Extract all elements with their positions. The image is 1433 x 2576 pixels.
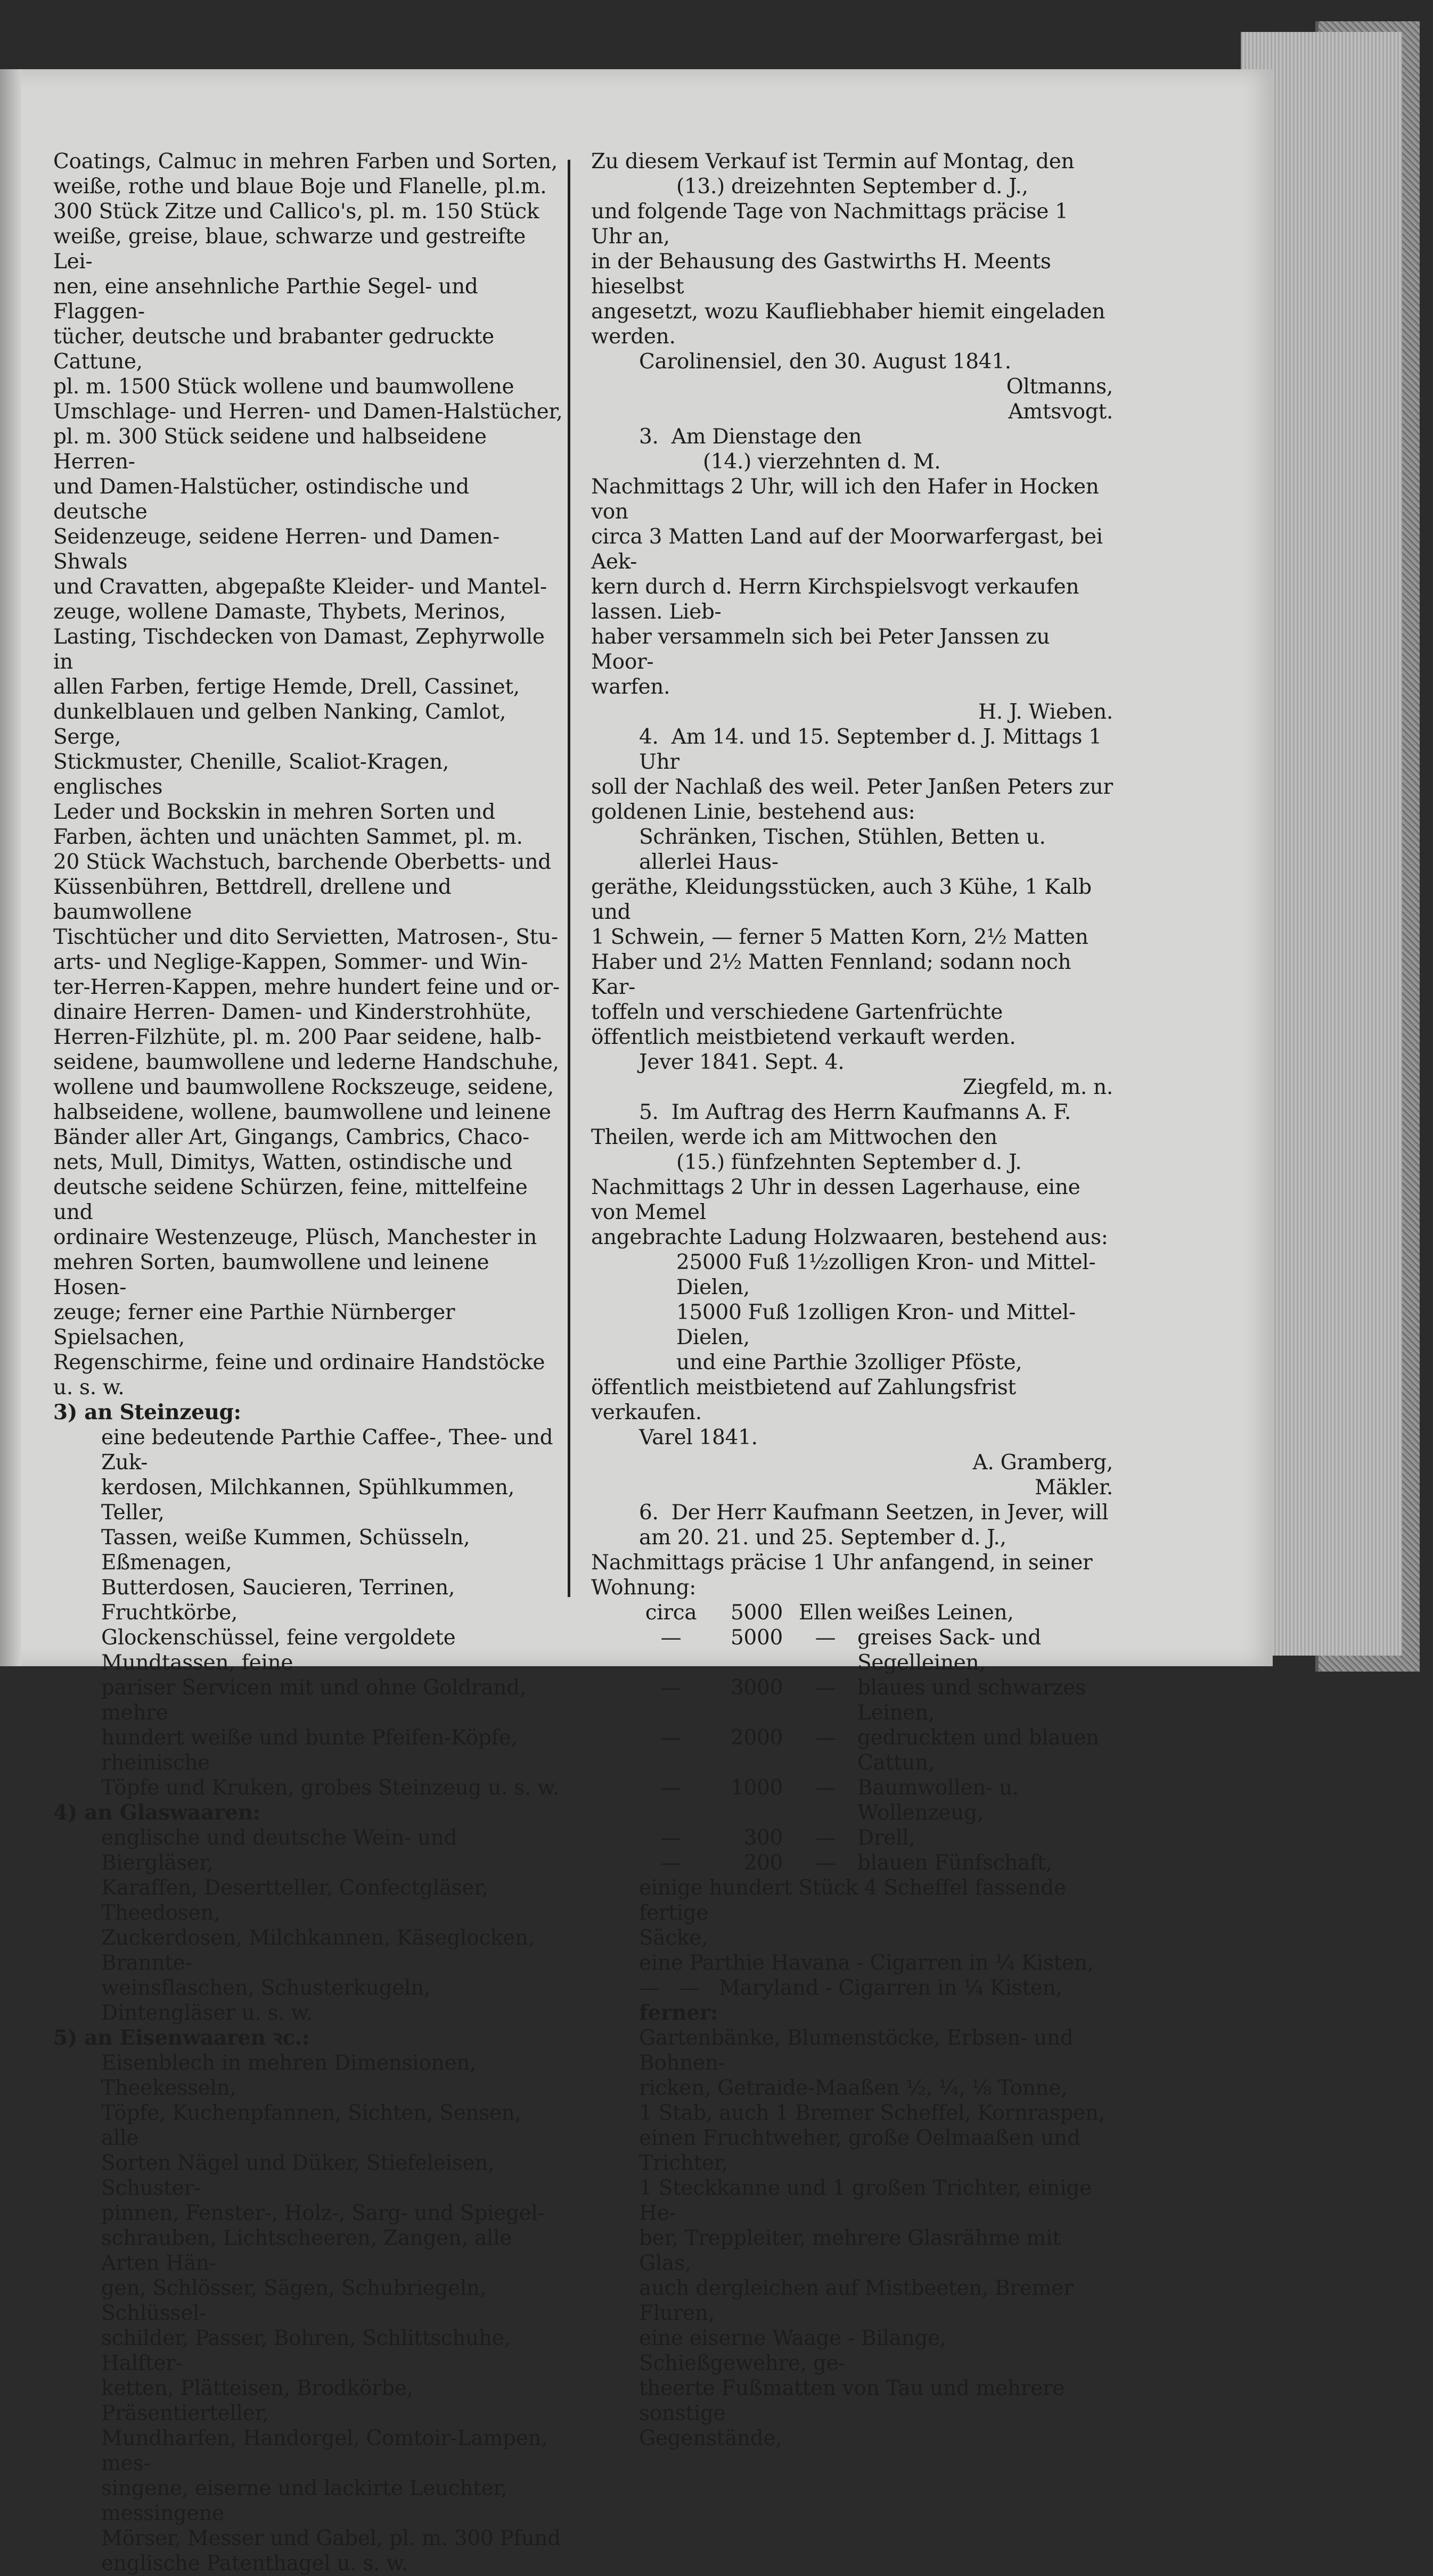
goods-cell: 3000	[730, 1676, 783, 1700]
goods-cell: Drell,	[857, 1826, 915, 1850]
text-line: wollene und baumwollene Rockszeuge, seidene,	[53, 1075, 554, 1099]
goods-cell: —	[660, 1776, 682, 1800]
text-line: zeuge, wollene Damaste, Thybets, Merinos,	[53, 600, 506, 624]
text-line: Theilen, werde ich am Mittwochen den	[591, 1125, 997, 1149]
text-line: kerdosen, Milchkannen, Spühlkummen, Teller,	[101, 1476, 521, 1525]
text-line: Gartenbänke, Blumenstöcke, Erbsen- und Bohnen-	[639, 2026, 1080, 2075]
goods-cell: 5000	[730, 1626, 783, 1650]
text-line: Coatings, Calmuc in mehren Farben und Sorten,	[53, 150, 558, 174]
intro-block	[591, 149, 1113, 374]
goods-cell: —	[815, 1726, 836, 1750]
text-line: Jever 1841. Sept. 4.	[639, 1050, 845, 1074]
text-line: — — Maryland - Cigarren in ¼ Kisten,	[639, 1976, 1062, 2000]
text-line: ber, Treppleiter, mehrere Glasrähme mit Glas,	[639, 2226, 1067, 2275]
text-line: 1 Schwein, — ferner 5 Matten Korn, 2½ Matten	[591, 925, 1088, 949]
text-line: 5. Im Auftrag des Herrn Kaufmanns A. F.	[639, 1100, 1071, 1124]
text-line: Butterdosen, Saucieren, Terrinen, Fruchtkörbe,	[101, 1576, 462, 1625]
text-line: in der Behausung des Gastwirths H. Meents hieselbst	[591, 250, 1058, 299]
text-line: schilder, Passer, Bohren, Schlittschuhe, Halfter-	[101, 2326, 517, 2375]
text-line: Zu diesem Verkauf ist Termin auf Montag, den	[591, 150, 1075, 174]
text-line: Schränken, Tischen, Stühlen, Betten u. allerlei Haus-	[639, 825, 1052, 874]
text-line: arts- und Neglige-Kappen, Sommer- und Win-	[53, 950, 528, 974]
text-line: Zuckerdosen, Milchkannen, Käseglocken, Brannte-	[101, 1926, 541, 1975]
text-line: ricken, Getraide-Maaßen ½, ¼, ⅛ Tonne,	[639, 2076, 1068, 2100]
text-line: ordinaire Westenzeuge, Plüsch, Manchester in	[53, 1225, 537, 1249]
section-3-body	[53, 1425, 564, 1800]
text-line: ketten, Plätteisen, Brodkörbe, Präsentierteller,	[101, 2376, 420, 2425]
section-4-heading: 4) an Glaswaaren:	[53, 1800, 260, 1825]
text-line: öffentlich meistbietend auf Zahlungsfrist verkaufen.	[591, 1376, 1022, 1425]
text-line: 15000 Fuß 1zolligen Kron- und Mittel-Dielen,	[676, 1301, 1076, 1349]
goods-cell: —	[660, 1826, 682, 1850]
text-line: Tischtücher und dito Servietten, Matrosen-, Stu-	[53, 925, 558, 949]
text-line: 3. Am Dienstage den	[639, 425, 862, 449]
text-line: (13.) dreizehnten September d. J.,	[676, 175, 1028, 199]
text-line: schrauben, Lichtscheeren, Zangen, alle Arten Hän-	[101, 2226, 519, 2275]
text-line: mehren Sorten, baumwollene und leinene Hosen-	[53, 1250, 496, 1299]
text-line: Herren-Filzhüte, pl. m. 200 Paar seidene, halb-	[53, 1025, 542, 1049]
text-line: englische und deutsche Wein- und Biergläser,	[101, 1826, 464, 1875]
text-line: (14.) vierzehnten d. M.	[703, 450, 941, 474]
text-line: 300 Stück Zitze und Callico's, pl. m. 150 Stück	[53, 200, 539, 224]
text-line: haber versammeln sich bei Peter Janssen zu Moor-	[591, 625, 1057, 674]
notice-6-continuation	[591, 1875, 1113, 2451]
column-divider	[568, 160, 570, 1597]
goods-cell: 2000	[730, 1726, 783, 1750]
text-line: und folgende Tage von Nachmittags präcise 1 Uhr an,	[591, 200, 1075, 249]
text-line: 20 Stück Wachstuch, barchende Oberbetts- und	[53, 850, 551, 874]
goods-cell: —	[815, 1826, 836, 1850]
text-line: Nachmittags präcise 1 Uhr anfangend, in seiner Wohnung:	[591, 1551, 1099, 1600]
goods-cell: —	[815, 1626, 836, 1650]
goods-cell: Baumwollen- u. Wollenzeug,	[857, 1776, 1019, 1825]
goods-cell: weißes Leinen,	[857, 1601, 1014, 1625]
notice-4	[591, 725, 1113, 1075]
text-line: 1 Stab, auch 1 Bremer Scheffel, Kornraspen,	[639, 2101, 1105, 2125]
text-line: Farben, ächten und unächten Sammet, pl. m.	[53, 825, 523, 849]
text-line: Glockenschüssel, feine vergoldete Mundtassen, feine	[101, 1626, 462, 1675]
text-line: nets, Mull, Dimitys, Watten, ostindische und	[53, 1150, 513, 1174]
signature-wieben: H. J. Wieben.	[978, 700, 1113, 724]
text-line: ferner:	[639, 2001, 718, 2025]
text-line: Regenschirme, feine und ordinaire Handstöcke	[53, 1351, 545, 1375]
text-line: zeuge; ferner eine Parthie Nürnberger Spielsachen,	[53, 1301, 462, 1349]
text-line: am 20. 21. und 25. September d. J.,	[639, 1526, 1006, 1550]
notice-3	[591, 424, 1113, 699]
goods-cell: —	[660, 1626, 682, 1650]
section-5-heading: 5) an Eisenwaaren ꝛc.:	[53, 2026, 310, 2050]
text-line: Seidenzeuge, seidene Herren- und Damen-Shwals	[53, 525, 500, 574]
text-line: geräthe, Kleidungsstücken, auch 3 Kühe, 1 Kalb und	[591, 875, 1098, 924]
goods-cell: blauen Fünfschaft,	[857, 1851, 1052, 1875]
page-curl	[0, 69, 21, 1666]
text-line: einen Fruchtweher, große Oelmaaßen und Trichter,	[639, 2126, 1087, 2175]
text-line: Carolinensiel, den 30. August 1841.	[639, 350, 1011, 374]
text-line: weinsflaschen, Schusterkugeln, Dintengläser u. s. w.	[101, 1976, 437, 2025]
text-line: Umschlage- und Herren- und Damen-Halstücher,	[53, 400, 563, 424]
text-line: seidene, baumwollene und lederne Handschuhe,	[53, 1050, 559, 1074]
text-line: auch dergleichen auf Mistbeeten, Bremer Fluren,	[639, 2276, 1080, 2325]
text-line: ter-Herren-Kappen, mehre hundert feine und or-	[53, 975, 560, 999]
text-line: Nachmittags 2 Uhr in dessen Lagerhause, eine von Memel	[591, 1175, 1087, 1224]
goods-cell: gedruckten und blauen Cattun,	[857, 1726, 1099, 1775]
goods-cell: —	[660, 1726, 682, 1750]
goods-cell: —	[660, 1851, 682, 1875]
notice-6	[591, 1500, 1113, 1600]
section-4-body	[53, 1825, 564, 2026]
text-line: weiße, greise, blaue, schwarze und gestreifte Lei-	[53, 225, 533, 274]
signature-gramberg: A. Gramberg,	[972, 1451, 1113, 1475]
text-line: 1 Steckkanne und 1 großen Trichter, einige He-	[639, 2176, 1098, 2225]
text-line: toffeln und verschiedene Gartenfrüchte	[591, 1000, 1003, 1024]
goods-cell: —	[815, 1676, 836, 1700]
text-line: singene, eiserne und lackirte Leuchter, messingene	[101, 2476, 514, 2525]
text-line: 4. Am 14. und 15. September d. J. Mittags 1 Uhr	[639, 725, 1108, 774]
text-line: eine bedeutende Parthie Caffee-, Thee- und Zuk-	[101, 1426, 560, 1475]
goods-row	[639, 1600, 1113, 1625]
text-line: theerte Fußmatten von Tau und mehrere sonstige	[639, 2376, 1071, 2425]
text-line: eine eiserne Waage - Bilange, Schießgewehre, ge-	[639, 2326, 953, 2375]
text-line: und eine Parthie 3zolliger Pföste,	[676, 1351, 1022, 1375]
goods-cell: —	[815, 1776, 836, 1800]
goods-cell: 1000	[730, 1776, 783, 1800]
text-line: Mörser, Messer und Gabel, pl. m. 300 Pfund	[101, 2526, 561, 2550]
goods-row	[639, 1625, 1113, 1675]
text-line: Küssenbühren, Bettdrell, drellene und baumwollene	[53, 875, 458, 924]
text-line: Mundharfen, Handorgel, Comtoir-Lampen, mes-	[101, 2426, 554, 2475]
goods-cell: Ellen	[798, 1601, 853, 1625]
goods-cell: blaues und schwarzes Leinen,	[857, 1676, 1086, 1725]
text-line: öffentlich meistbietend verkauft werden.	[591, 1025, 1016, 1049]
goods-cell: 200	[743, 1851, 783, 1875]
text-line: Stickmuster, Chenille, Scaliot-Kragen, englisches	[53, 750, 456, 799]
text-line: circa 3 Matten Land auf der Moorwarfergast, bei Aek-	[591, 525, 1109, 574]
text-line: pl. m. 300 Stück seidene und halbseidene Herren-	[53, 425, 493, 474]
text-line: weiße, rothe und blaue Boje und Flanelle, pl.m.	[53, 175, 547, 199]
text-line: dunkelblauen und gelben Nanking, Camlot, Serge,	[53, 700, 513, 749]
text-line: Leder und Bockskin in mehren Sorten und	[53, 800, 495, 824]
text-line: Töpfe, Kuchenpfannen, Sichten, Sensen, alle	[101, 2101, 528, 2150]
text-line: pl. m. 1500 Stück wollene und baumwollene	[53, 375, 514, 399]
goods-cell: greises Sack- und Segelleinen,	[857, 1626, 1042, 1675]
signature-ziegfeld: Ziegfeld, m. n.	[962, 1075, 1113, 1099]
left-column	[53, 149, 564, 2576]
text-line: Gegenstände,	[639, 2426, 782, 2450]
text-line: halbseidene, wollene, baumwollene und leinene	[53, 1100, 551, 1124]
text-line: Säcke,	[639, 1926, 708, 1950]
notice-5	[591, 1100, 1113, 1450]
goods-row	[639, 1675, 1113, 1725]
text-line: eine Parthie Havana - Cigarren in ¼ Kisten,	[639, 1951, 1094, 1975]
section-3-heading: 3) an Steinzeug:	[53, 1400, 241, 1425]
text-line: angesetzt, wozu Kaufliebhaber hiemit eingeladen werden.	[591, 300, 1112, 349]
goods-row	[639, 1850, 1113, 1875]
text-line: pariser Servicen mit und ohne Goldrand, mehre	[101, 1676, 533, 1725]
text-line: Sorten Nägel und Düker, Stiefeleisen, Schuster-	[101, 2151, 501, 2200]
text-line: (15.) fünfzehnten September d. J.	[676, 1150, 1022, 1174]
goods-cell: —	[815, 1851, 836, 1875]
text-line: angebrachte Ladung Holzwaaren, bestehend aus:	[591, 1225, 1108, 1249]
signature-oltmanns: Oltmanns,	[1006, 375, 1113, 399]
text-line: hundert weiße und bunte Pfeifen-Köpfe, rheinische	[101, 1726, 524, 1775]
text-line: Bänder aller Art, Gingangs, Cambrics, Chaco-	[53, 1125, 529, 1149]
text-line: Lasting, Tischdecken von Damast, Zephyrwolle in	[53, 625, 551, 674]
text-line: und Cravatten, abgepaßte Kleider- und Mantel-	[53, 575, 547, 599]
right-column	[591, 149, 1113, 2451]
text-line: Haber und 2½ Matten Fennland; sodann noch Kar-	[591, 950, 1078, 999]
goods-row	[639, 1825, 1113, 1850]
text-line: Tassen, weiße Kummen, Schüsseln, Eßmenagen,	[101, 1526, 477, 1575]
signature-makler: Mäkler.	[1034, 1476, 1113, 1500]
text-line: deutsche seidene Schürzen, feine, mittelfeine und	[53, 1175, 534, 1224]
text-line: warfen.	[591, 675, 670, 699]
goods-cell: circa	[645, 1601, 697, 1625]
text-line: 6. Der Herr Kaufmann Seetzen, in Jever, will	[639, 1501, 1109, 1525]
text-line: u. s. w.	[53, 1376, 125, 1400]
text-line: Nachmittags 2 Uhr, will ich den Hafer in Hocken von	[591, 475, 1106, 524]
text-line: und Damen-Halstücher, ostindische und deutsche	[53, 475, 476, 524]
goods-cell: 5000	[730, 1601, 783, 1625]
text-line: einige hundert Stück 4 Scheffel fassende fertige	[639, 1876, 1072, 1925]
text-line: kern durch d. Herrn Kirchspielsvogt verkaufen lassen. Lieb-	[591, 575, 1086, 624]
text-line: soll der Nachlaß des weil. Peter Janßen Peters zur	[591, 775, 1113, 799]
text-line: goldenen Linie, bestehend aus:	[591, 800, 915, 824]
text-line: Töpfe und Kruken, grobes Steinzeug u. s. w.	[101, 1776, 559, 1800]
goods-row	[639, 1775, 1113, 1825]
text-line: gen, Schlösser, Sägen, Schubriegeln, Schlüssel-	[101, 2276, 493, 2325]
text-line: 25000 Fuß 1½zolligen Kron- und Mittel-Dielen,	[676, 1250, 1096, 1299]
signature-title: Amtsvogt.	[1008, 400, 1113, 424]
text-line: englische Patenthagel u. s. w.	[101, 2552, 408, 2575]
left-text-block	[53, 149, 564, 1400]
text-line: Karaffen, Desertteller, Confectgläser, Theedosen,	[101, 1876, 495, 1925]
text-line: dinaire Herren- Damen- und Kinderstrohhüte,	[53, 1000, 532, 1024]
text-line: Varel 1841.	[639, 1426, 758, 1450]
goods-table	[591, 1600, 1113, 1875]
text-line: nen, eine ansehnliche Parthie Segel- und Flaggen-	[53, 275, 485, 324]
text-line: Eisenblech in mehren Dimensionen, Theekesseln,	[101, 2051, 483, 2100]
section-5-body	[53, 2051, 564, 2576]
goods-row	[639, 1725, 1113, 1775]
goods-cell: —	[660, 1676, 682, 1700]
text-line: allen Farben, fertige Hemde, Drell, Cassinet,	[53, 675, 520, 699]
text-line: pinnen, Fenster-, Holz-, Sarg- und Spiegel-	[101, 2201, 545, 2225]
text-line: tücher, deutsche und brabanter gedruckte Cattune,	[53, 325, 501, 374]
goods-cell: 300	[743, 1826, 783, 1850]
